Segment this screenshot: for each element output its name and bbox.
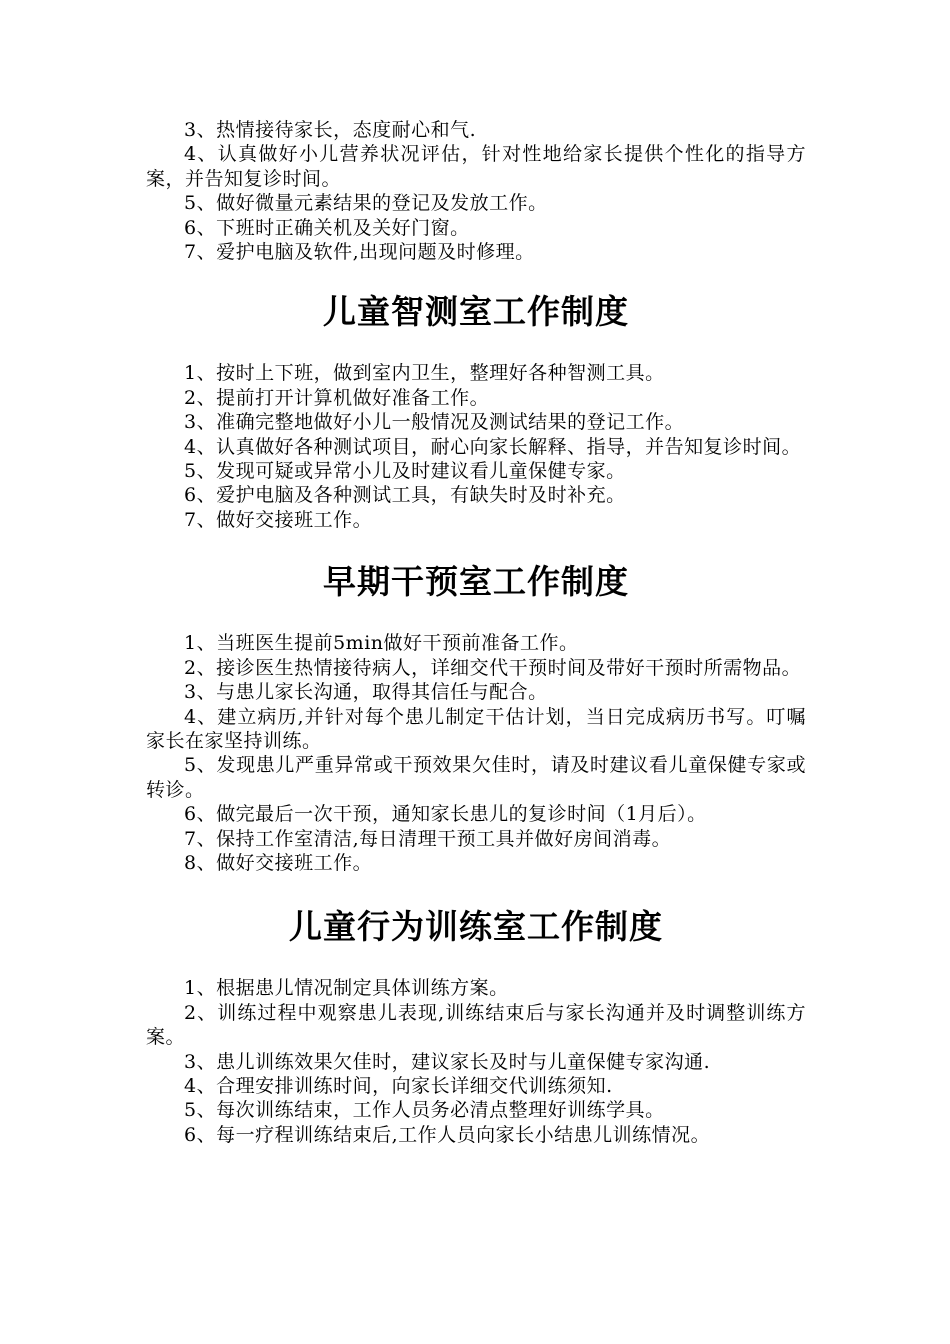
list-item: 2、提前打开计算机做好准备工作。 xyxy=(184,386,490,409)
intelligence-test-room-list xyxy=(146,361,806,532)
intro-list xyxy=(146,118,806,264)
list-item: 6、每一疗程训练结束后,工作人员向家长小结患儿训练情况。 xyxy=(184,1123,711,1146)
list-item: 4、建立病历,并针对每个患儿制定干估计划，当日完成病历书写。叮嘱家长在家坚持训练。 xyxy=(146,705,806,752)
list-item: 4、认真做好各种测试项目，耐心向家长解释、指导，并告知复诊时间。 xyxy=(184,435,802,458)
list-item: 4、合理安排训练时间，向家长详细交代训练须知. xyxy=(184,1074,613,1097)
document-page xyxy=(146,118,806,1147)
list-item: 1、按时上下班，做到室内卫生，整理好各种智测工具。 xyxy=(184,362,665,385)
section-title-intelligence-test-room: 儿童智测室工作制度 xyxy=(323,292,629,332)
list-item: 6、爱护电脑及各种测试工具，有缺失时及时补充。 xyxy=(184,484,626,507)
list-item: 8、做好交接班工作。 xyxy=(184,851,373,874)
list-item: 3、与患儿家长沟通，取得其信任与配合。 xyxy=(184,681,548,704)
list-item: 5、做好微量元素结果的登记及发放工作。 xyxy=(184,192,548,215)
list-item: 1、当班医生提前5min做好干预前准备工作。 xyxy=(184,632,579,655)
list-item: 7、爱护电脑及软件,出现问题及时修理。 xyxy=(184,241,535,264)
list-item: 3、准确完整地做好小儿一般情况及测试结果的登记工作。 xyxy=(184,411,685,434)
list-item: 7、做好交接班工作。 xyxy=(184,508,373,531)
section-title-behavior-training-room: 儿童行为训练室工作制度 xyxy=(289,907,663,947)
list-item: 2、训练过程中观察患儿表现,训练结束后与家长沟通并及时调整训练方案。 xyxy=(146,1001,806,1049)
list-item: 5、发现可疑或异常小儿及时建议看儿童保健专家。 xyxy=(184,460,626,483)
list-item: 3、患儿训练效果欠佳时，建议家长及时与儿童保健专家沟通. xyxy=(184,1050,711,1073)
behavior-training-room-list xyxy=(146,976,806,1147)
list-item: 3、热情接待家长，态度耐心和气. xyxy=(184,119,477,141)
section-title-early-intervention-room: 早期干预室工作制度 xyxy=(323,562,629,602)
list-item: 6、做完最后一次干预，通知家长患儿的复诊时间（1月后）。 xyxy=(184,803,707,826)
list-item: 1、根据患儿情况制定具体训练方案。 xyxy=(184,977,509,1000)
list-item: 4、认真做好小儿营养状况评估，针对性地给家长提供个性化的指导方案，并告知复诊时间。 xyxy=(146,143,806,190)
list-item: 5、每次训练结束，工作人员务必清点整理好训练学具。 xyxy=(184,1099,665,1122)
list-item: 6、下班时正确关机及关好门窗。 xyxy=(184,216,470,239)
list-item: 5、发现患儿严重异常或干预效果欠佳时，请及时建议看儿童保健专家或转诊。 xyxy=(146,754,806,801)
list-item: 7、保持工作室清洁,每日清理干预工具并做好房间消毒。 xyxy=(184,827,672,850)
list-item: 2、接诊医生热情接待病人，详细交代干预时间及带好干预时所需物品。 xyxy=(184,656,802,679)
early-intervention-room-list xyxy=(146,631,806,875)
